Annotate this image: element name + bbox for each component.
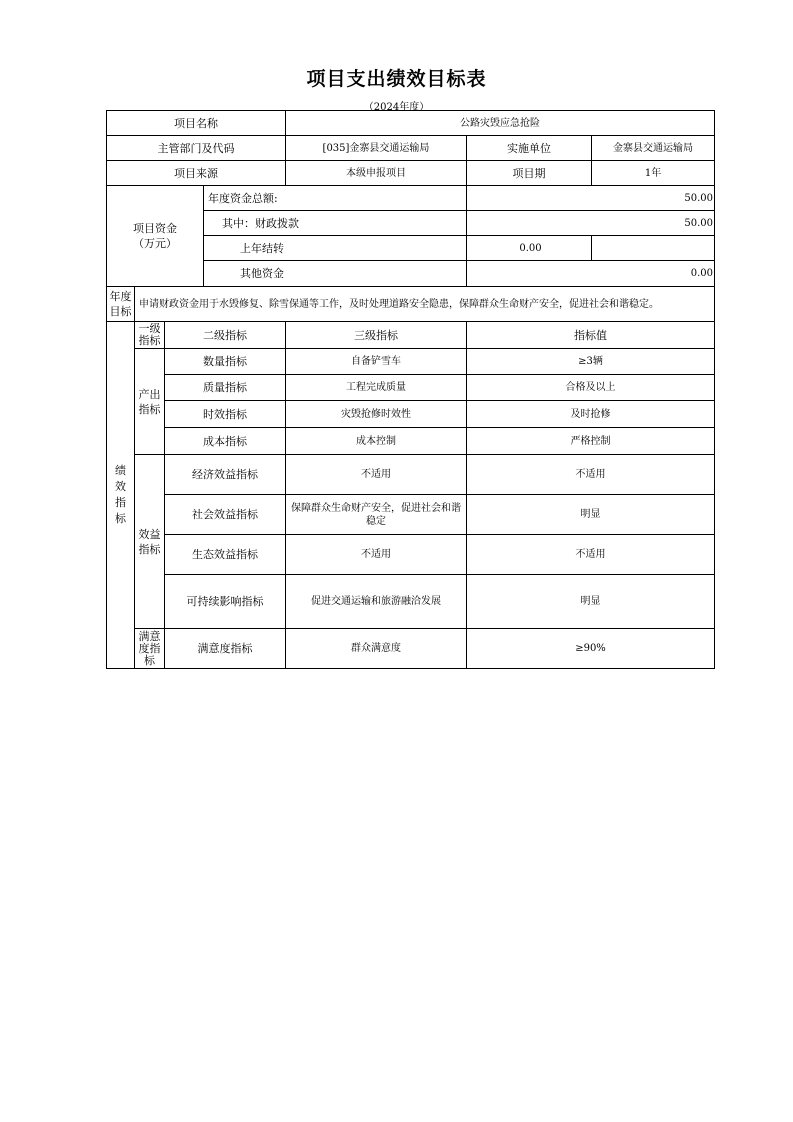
- funds-fiscal-value: 50.00: [467, 211, 715, 236]
- goal-label-line1: 年度: [109, 290, 132, 303]
- output-level2-cell: 质量指标: [165, 375, 286, 401]
- benefit-level3-cell: 促进交通运输和旅游融洽发展: [286, 575, 467, 629]
- benefit-level2-cell: 经济效益指标: [165, 455, 286, 495]
- level1-header: [135, 322, 165, 349]
- funds-label-line2: （万元）: [133, 237, 177, 250]
- level1-header-line2: 指标: [138, 334, 161, 347]
- row-indicator-header: [107, 322, 715, 349]
- table-row: [107, 629, 715, 669]
- table-row: [107, 375, 715, 401]
- output-value-cell: ≥3辆: [467, 349, 715, 375]
- table-row: [107, 495, 715, 535]
- benefit-value-cell: 明显: [467, 575, 715, 629]
- performance-target-table: [106, 110, 715, 669]
- table-row: [107, 428, 715, 455]
- project-funds-label: [107, 186, 204, 287]
- table-row: [107, 349, 715, 375]
- output-level3-cell: 工程完成质量: [286, 375, 467, 401]
- level2-header: 二级指标: [165, 322, 286, 349]
- funds-carryover-value: 0.00: [467, 236, 592, 261]
- funds-other-value: 0.00: [467, 261, 715, 287]
- benefit-label-line2: 指标: [138, 542, 161, 556]
- project-source-value: 本级申报项目: [286, 161, 467, 186]
- funds-fiscal-label: 其中：财政拨款: [204, 211, 467, 236]
- benefit-level2-cell: 可持续影响指标: [165, 575, 286, 629]
- benefit-level3-cell: 不适用: [286, 455, 467, 495]
- benefit-value-cell: 明显: [467, 495, 715, 535]
- benefit-label-line1: 效益: [138, 527, 161, 541]
- output-value-cell: 严格控制: [467, 428, 715, 455]
- output-indicators-label: [135, 349, 165, 455]
- table-row: [107, 401, 715, 428]
- funds-total-label: 年度资金总额:: [204, 186, 467, 211]
- perf-label-char-2: 效: [115, 480, 126, 493]
- output-level2-cell: 时效指标: [165, 401, 286, 428]
- table-row: [107, 535, 715, 575]
- output-label-line2: 指标: [138, 402, 161, 416]
- perf-label-char-1: 绩: [115, 464, 126, 477]
- output-value-cell: 及时抢修: [467, 401, 715, 428]
- benefit-level3-cell: 保障群众生命财产安全，促进社会和谐稳定: [286, 495, 467, 535]
- perf-label-char-4: 标: [115, 512, 126, 525]
- annual-goal-label: [107, 287, 135, 322]
- output-level2-cell: 数量指标: [165, 349, 286, 375]
- output-level3-cell: 自备铲雪车: [286, 349, 467, 375]
- funds-carryover-label: 上年结转: [204, 236, 467, 261]
- benefit-level3-cell: 不适用: [286, 535, 467, 575]
- funds-label-line1: 项目资金: [133, 222, 177, 235]
- satisfaction-level2-cell: 满意度指标: [165, 629, 286, 669]
- output-level3-cell: 成本控制: [286, 428, 467, 455]
- row-project-name: [107, 111, 715, 136]
- table-row: [107, 455, 715, 495]
- output-level3-cell: 灾毁抢修时效性: [286, 401, 467, 428]
- implementing-unit-label: 实施单位: [467, 136, 592, 161]
- output-level2-cell: 成本指标: [165, 428, 286, 455]
- funds-total-value: 50.00: [467, 186, 715, 211]
- row-annual-goal: [107, 287, 715, 322]
- level3-header: 三级指标: [286, 322, 467, 349]
- level1-header-line1: 一级: [138, 322, 161, 335]
- department-value: [035]金寨县交通运输局: [286, 136, 467, 161]
- project-name-value: 公路灾毁应急抢险: [286, 111, 715, 136]
- benefit-value-cell: 不适用: [467, 535, 715, 575]
- project-period-value: 1年: [592, 161, 715, 186]
- funds-other-label: 其他资金: [204, 261, 467, 287]
- satisfaction-label-line2: 度指: [138, 641, 161, 655]
- department-label: 主管部门及代码: [107, 136, 286, 161]
- output-label-line1: 产出: [138, 387, 161, 401]
- benefit-indicators-label: [135, 455, 165, 629]
- row-department: [107, 136, 715, 161]
- row-funds-total: [107, 186, 715, 211]
- table-row: [107, 575, 715, 629]
- project-period-label: 项目期: [467, 161, 592, 186]
- satisfaction-value-cell: ≥90%: [467, 629, 715, 669]
- output-value-cell: 合格及以上: [467, 375, 715, 401]
- benefit-value-cell: 不适用: [467, 455, 715, 495]
- annual-goal-text: 申请财政资金用于水毁修复、除雪保通等工作，及时处理道路安全隐患，保障群众生命财产安全，促进社会和谐稳定。: [135, 287, 715, 322]
- satisfaction-level3-cell: 群众满意度: [286, 629, 467, 669]
- benefit-level2-cell: 社会效益指标: [165, 495, 286, 535]
- satisfaction-label-line3: 标: [144, 653, 155, 667]
- project-name-label: 项目名称: [107, 111, 286, 136]
- project-source-label: 项目来源: [107, 161, 286, 186]
- goal-label-line2: 目标: [109, 305, 132, 318]
- satisfaction-indicators-label: [135, 629, 165, 669]
- satisfaction-label-line1: 满意: [138, 629, 161, 643]
- page-title: 项目支出绩效目标表: [306, 68, 487, 90]
- row-source: [107, 161, 715, 186]
- perf-label-char-3: 指: [115, 496, 126, 509]
- year-label: （2024年度）: [363, 102, 430, 113]
- implementing-unit-value: 金寨县交通运输局: [592, 136, 715, 161]
- indicator-value-header: 指标值: [467, 322, 715, 349]
- funds-carryover-empty: [592, 236, 715, 261]
- benefit-level2-cell: 生态效益指标: [165, 535, 286, 575]
- performance-indicators-label: [107, 322, 135, 669]
